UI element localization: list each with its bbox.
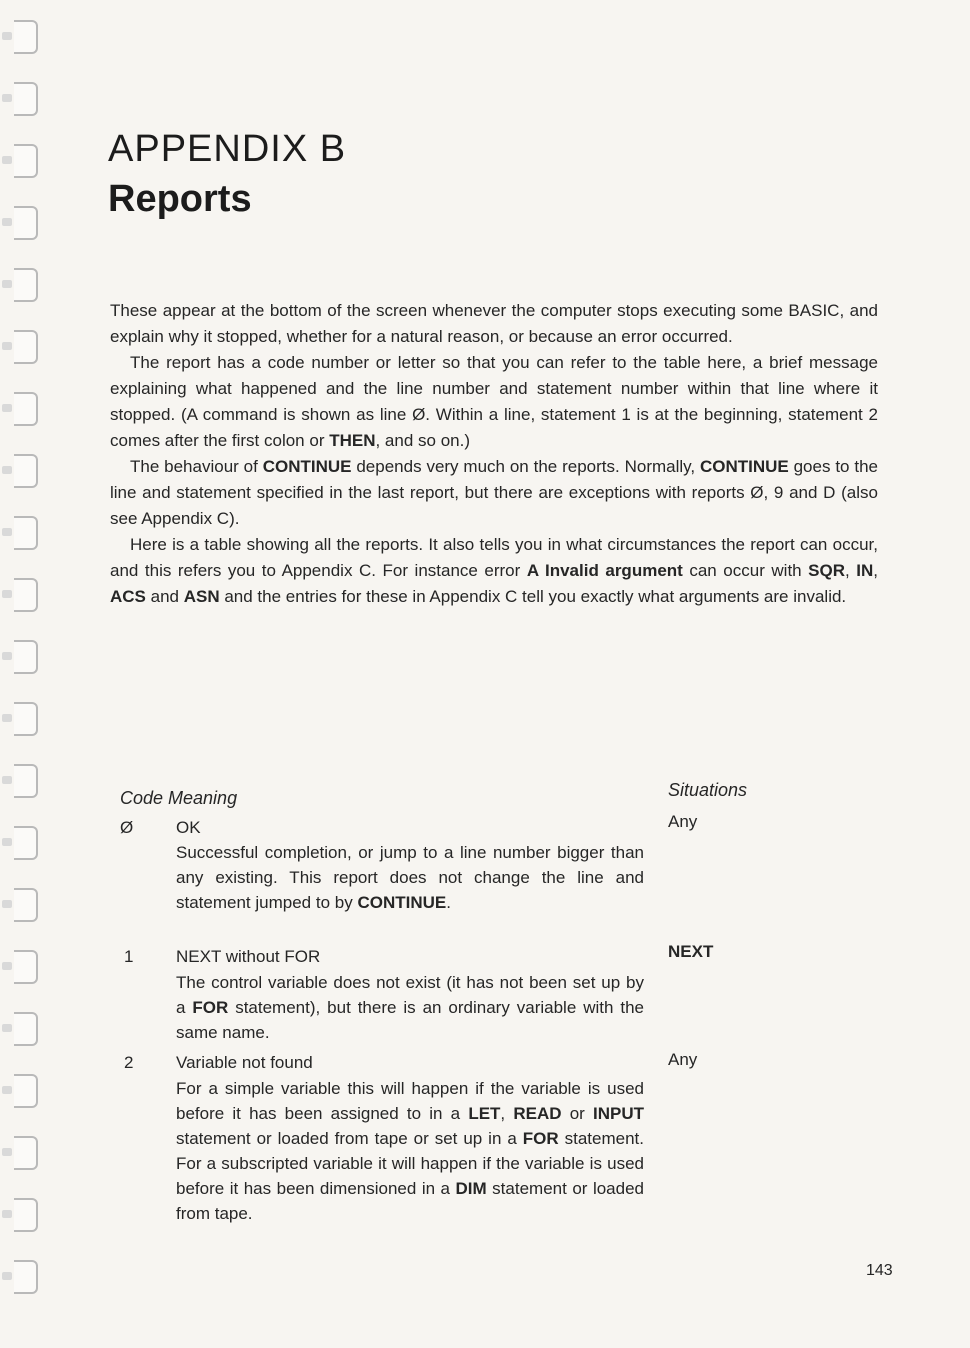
report-code: 1	[124, 947, 134, 966]
report-code: 2	[124, 1053, 134, 1072]
binding-hole	[14, 826, 38, 860]
binding-hole	[14, 640, 38, 674]
binding-hole	[14, 20, 38, 54]
binding-hole	[14, 454, 38, 488]
binding-hole	[14, 1074, 38, 1108]
intro-paragraph: The report has a code number or letter so that you can refer to the table here, a brief message explaining what happened and the line number and statement number within that line where it stopped. (A command is shown as line Ø. Within a line, statement 1 is at the beginning, statement 2 comes after the first colon or THEN, and so on.)	[110, 353, 878, 450]
intro-paragraph: These appear at the bottom of the screen whenever the computer stops executing some BASIC, and explain why it stopped, whether for a natural reason, or because an error occurred.	[110, 301, 878, 346]
binding-hole	[14, 516, 38, 550]
spiral-binding	[2, 20, 50, 1340]
report-title: NEXT without FOR	[176, 947, 321, 966]
column-header-code-meaning: Code Meaning	[120, 788, 238, 808]
intro-text	[110, 298, 878, 610]
page-number: 143	[866, 1262, 893, 1279]
report-code: Ø	[120, 818, 134, 837]
report-title: OK	[176, 818, 201, 837]
binding-hole	[14, 702, 38, 736]
report-description: For a simple variable this will happen if the variable is used before it has been assigned to in a LET, READ or INPUT statement or loaded from tape or set up in a FOR statement. For a subscripted variable it will happen if the variable is used before it has been dimensioned in a DIM statement or loaded from tape.	[176, 1079, 645, 1223]
binding-hole	[14, 578, 38, 612]
report-description: The control variable does not exist (it has not been set up by a FOR statement), but there is an ordinary variable with the same name.	[176, 973, 644, 1042]
binding-hole	[14, 1136, 38, 1170]
report-title: Variable not found	[176, 1053, 313, 1072]
binding-hole	[14, 764, 38, 798]
intro-paragraph: Here is a table showing all the reports. It also tells you in what circumstances the report can occur, and this refers you to Appendix C. For instance error A Invalid argument can occur with SQR, IN, ACS and ASN and the entries for these in Appendix C tell you exactly what arguments are invalid.	[110, 535, 878, 606]
intro-paragraph: The behaviour of CONTINUE depends very much on the reports. Normally, CONTINUE goes to the line and statement specified in the last report, but there are exceptions with reports Ø, 9 and D (also see Appendix C).	[110, 457, 878, 528]
report-description: Successful completion, or jump to a line number bigger than any existing. This report does not change the line and statement jumped to by CONTINUE.	[176, 843, 644, 912]
binding-hole	[14, 144, 38, 178]
column-header-situations: Situations	[668, 780, 748, 800]
binding-hole	[14, 888, 38, 922]
binding-hole	[14, 330, 38, 364]
report-situation: Any	[668, 812, 698, 831]
appendix-label: APPENDIX B	[108, 128, 347, 170]
page-title: Reports	[108, 178, 252, 220]
report-situation: Any	[668, 1050, 698, 1069]
binding-hole	[14, 82, 38, 116]
binding-hole	[14, 268, 38, 302]
binding-hole	[14, 950, 38, 984]
binding-hole	[14, 206, 38, 240]
binding-hole	[14, 1198, 38, 1232]
binding-hole	[14, 1012, 38, 1046]
binding-hole	[14, 1260, 38, 1294]
binding-hole	[14, 392, 38, 426]
report-situation: NEXT	[668, 942, 714, 961]
